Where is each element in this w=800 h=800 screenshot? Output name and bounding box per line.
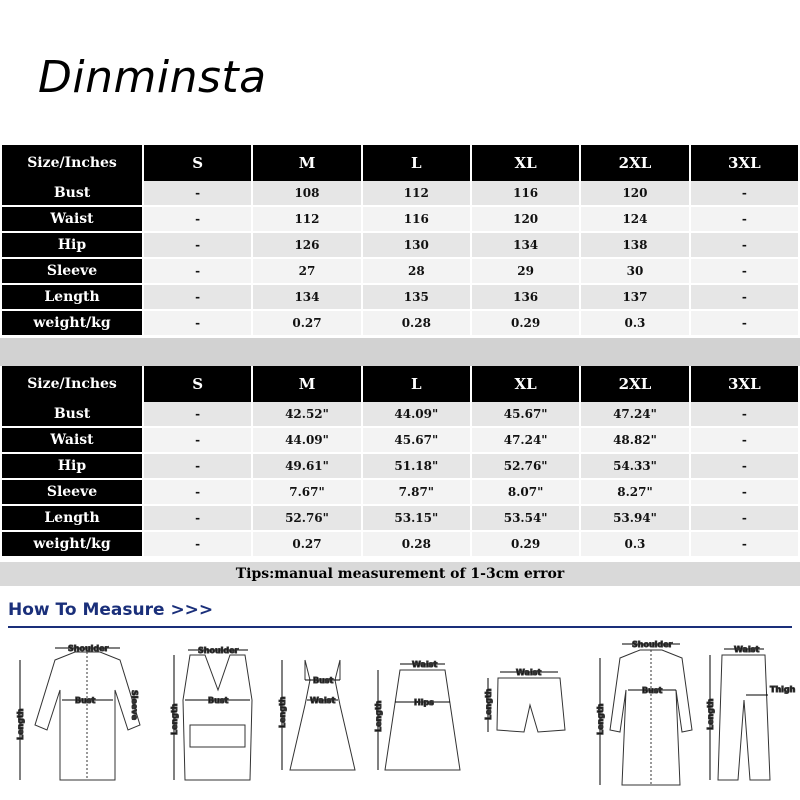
table-cell: 44.09" — [253, 428, 360, 454]
header-cell: 3XL — [691, 366, 798, 402]
table-row — [2, 506, 798, 532]
table-cell: - — [144, 506, 251, 532]
table-cell: - — [144, 454, 251, 480]
table-cell: - — [691, 532, 798, 558]
table-cell: 124 — [581, 207, 688, 233]
table-cell: 53.54" — [472, 506, 579, 532]
skirt-diagram — [374, 660, 460, 770]
table-cell: - — [144, 233, 251, 259]
size-table-inches — [0, 366, 800, 558]
table-cell: 0.29 — [472, 532, 579, 558]
table-row — [2, 259, 798, 285]
table-cell: 53.94" — [581, 506, 688, 532]
table-cell: 47.24" — [581, 402, 688, 428]
header-cell: 2XL — [581, 366, 688, 402]
tank-diagram — [170, 646, 252, 780]
table-cell: 8.27" — [581, 480, 688, 506]
row-label: Length — [2, 506, 142, 532]
brand-logo: Dinminsta — [38, 52, 267, 103]
row-label: Sleeve — [2, 480, 142, 506]
length-label: Length — [596, 703, 605, 735]
table-cell: 116 — [472, 181, 579, 207]
tips-note: Tips:manual measurement of 1-3cm error — [0, 562, 800, 586]
table-cell: - — [691, 311, 798, 337]
header-cell: M — [253, 366, 360, 402]
table-cell: - — [144, 402, 251, 428]
table-cell: 108 — [253, 181, 360, 207]
row-label: Length — [2, 285, 142, 311]
table-cell: - — [691, 259, 798, 285]
table-cell: 42.52" — [253, 402, 360, 428]
dress-diagram — [278, 660, 355, 770]
table-row — [2, 428, 798, 454]
thigh-label: Thigh — [770, 685, 796, 694]
table-cell: 0.29 — [472, 311, 579, 337]
table-cell: 0.3 — [581, 311, 688, 337]
table-cell: 8.07" — [472, 480, 579, 506]
row-label: Bust — [2, 181, 142, 207]
table-header — [2, 145, 798, 181]
table-cell: 120 — [472, 207, 579, 233]
row-label: Sleeve — [2, 259, 142, 285]
table-cell: 28 — [363, 259, 470, 285]
table-cell: 0.27 — [253, 311, 360, 337]
pants-diagram — [706, 645, 796, 780]
table-cell: 52.76" — [472, 454, 579, 480]
table-cell: 44.09" — [363, 402, 470, 428]
table-cell: - — [691, 181, 798, 207]
shoulder-label: Shoulder — [198, 646, 239, 655]
table-row — [2, 402, 798, 428]
shoulder-label: Shoulder — [68, 644, 109, 653]
table-cell: 0.28 — [363, 311, 470, 337]
table-cell: - — [691, 480, 798, 506]
waist-label: Waist — [310, 696, 336, 705]
header-cell: S — [144, 366, 251, 402]
header-cell: S — [144, 145, 251, 181]
shorts-diagram — [484, 668, 565, 732]
length-label: Length — [706, 698, 715, 730]
table-cell: 0.3 — [581, 532, 688, 558]
table-cell: - — [691, 207, 798, 233]
header-cell: Size/Inches — [2, 366, 142, 402]
table-cell: 51.18" — [363, 454, 470, 480]
length-label: Length — [16, 708, 25, 740]
table-header — [2, 366, 798, 402]
table-cell: 30 — [581, 259, 688, 285]
length-label: Length — [278, 696, 287, 728]
table-cell: - — [144, 311, 251, 337]
table-cell: - — [144, 207, 251, 233]
table-cell: 112 — [363, 181, 470, 207]
table-cell: 29 — [472, 259, 579, 285]
table-row — [2, 532, 798, 558]
row-label: weight/kg — [2, 532, 142, 558]
table-cell: 0.27 — [253, 532, 360, 558]
length-label: Length — [374, 700, 383, 732]
title-underline — [8, 626, 792, 628]
table-row — [2, 480, 798, 506]
bust-label: Bust — [208, 696, 229, 705]
row-label: Bust — [2, 402, 142, 428]
table-cell: - — [691, 402, 798, 428]
table-cell: - — [691, 428, 798, 454]
header-cell: XL — [472, 366, 579, 402]
length-label: Length — [170, 703, 179, 735]
table-cell: 53.15" — [363, 506, 470, 532]
row-label: Hip — [2, 233, 142, 259]
table-cell: 135 — [363, 285, 470, 311]
how-to-measure-title: How To Measure >>> — [8, 600, 214, 620]
table-cell: - — [691, 285, 798, 311]
table-separator — [0, 338, 800, 366]
table-cell: 138 — [581, 233, 688, 259]
table-cell: - — [691, 454, 798, 480]
row-label: weight/kg — [2, 311, 142, 337]
bust-label: Bust — [75, 696, 96, 705]
header-cell: L — [363, 366, 470, 402]
table-cell: - — [144, 285, 251, 311]
bust-label: Bust — [313, 676, 334, 685]
header-cell: XL — [472, 145, 579, 181]
table-cell: - — [144, 532, 251, 558]
table-cell: 47.24" — [472, 428, 579, 454]
table-row — [2, 311, 798, 337]
sleeve-label: Sleeve — [130, 690, 139, 720]
table-row — [2, 285, 798, 311]
shoulder-label: Shoulder — [632, 640, 673, 649]
table-cell: 0.28 — [363, 532, 470, 558]
table-row — [2, 181, 798, 207]
table-row — [2, 207, 798, 233]
table-row — [2, 233, 798, 259]
row-label: Hip — [2, 454, 142, 480]
row-label: Waist — [2, 428, 142, 454]
table-cell: 7.87" — [363, 480, 470, 506]
header-cell: 2XL — [581, 145, 688, 181]
table-cell: 54.33" — [581, 454, 688, 480]
shirt-diagram — [16, 644, 140, 780]
table-cell: 126 — [253, 233, 360, 259]
coat-diagram — [596, 640, 692, 785]
waist-label: Waist — [516, 668, 542, 677]
table-cell: - — [144, 259, 251, 285]
table-cell: 48.82" — [581, 428, 688, 454]
table-cell: - — [144, 428, 251, 454]
table-cell: - — [691, 506, 798, 532]
table-cell: 27 — [253, 259, 360, 285]
table-row — [2, 454, 798, 480]
waist-label: Waist — [412, 660, 438, 669]
table-cell: 112 — [253, 207, 360, 233]
header-cell: 3XL — [691, 145, 798, 181]
header-cell: M — [253, 145, 360, 181]
table-cell: 134 — [472, 233, 579, 259]
table-cell: - — [144, 181, 251, 207]
table-cell: 52.76" — [253, 506, 360, 532]
header-cell: L — [363, 145, 470, 181]
header-cell: Size/Inches — [2, 145, 142, 181]
table-cell: - — [691, 233, 798, 259]
table-cell: 120 — [581, 181, 688, 207]
table-cell: 45.67" — [363, 428, 470, 454]
table-cell: 116 — [363, 207, 470, 233]
table-cell: 136 — [472, 285, 579, 311]
table-cell: 137 — [581, 285, 688, 311]
table-cell: 7.67" — [253, 480, 360, 506]
size-table-cm — [0, 145, 800, 337]
length-label: Length — [484, 688, 493, 720]
table-cell: 130 — [363, 233, 470, 259]
table-cell: 45.67" — [472, 402, 579, 428]
hips-label: Hips — [414, 698, 434, 707]
waist-label: Waist — [734, 645, 760, 654]
table-cell: 134 — [253, 285, 360, 311]
measurement-diagrams — [0, 630, 800, 800]
table-cell: - — [144, 480, 251, 506]
table-cell: 49.61" — [253, 454, 360, 480]
row-label: Waist — [2, 207, 142, 233]
bust-label: Bust — [642, 686, 663, 695]
